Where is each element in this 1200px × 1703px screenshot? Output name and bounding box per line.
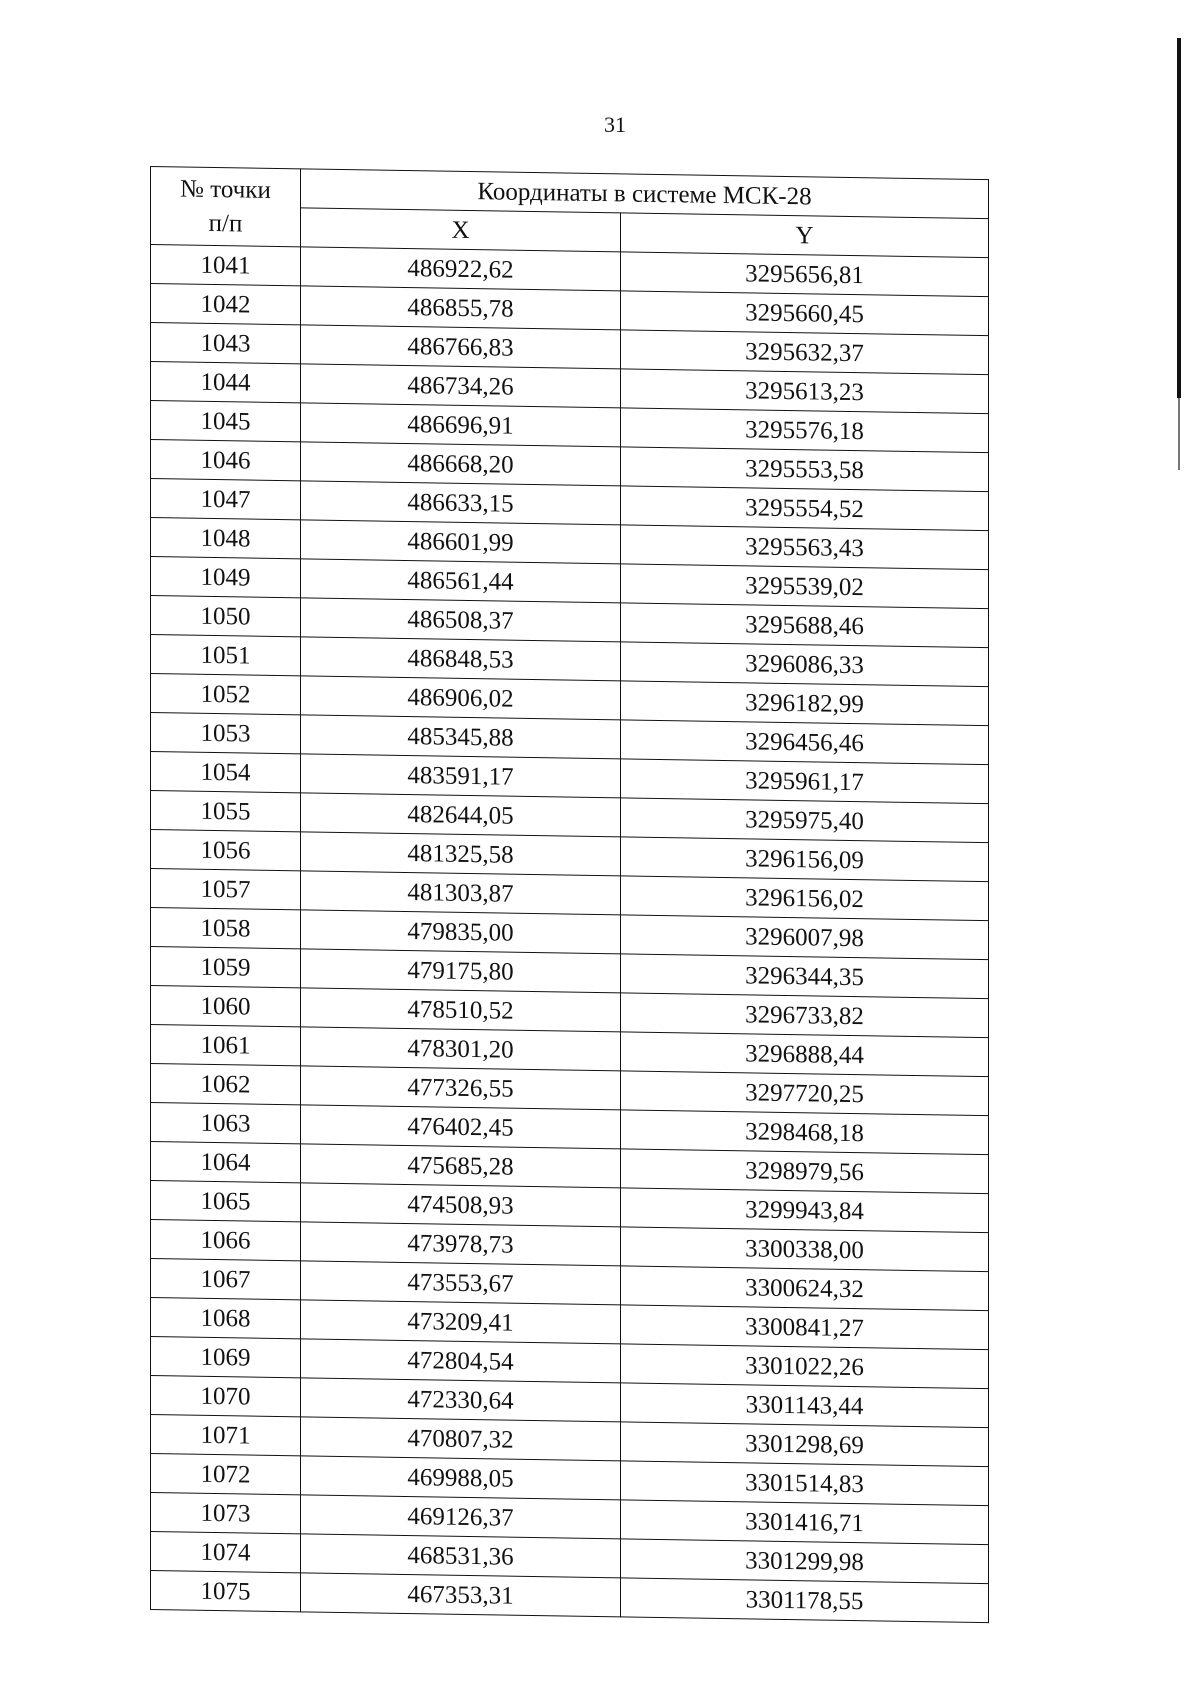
cell-y: 3300841,27 <box>621 1305 989 1350</box>
cell-x: 486855,78 <box>301 286 621 330</box>
cell-y: 3295632,37 <box>621 330 989 375</box>
header-point-number: № точки п/п <box>151 167 301 247</box>
scan-edge-mark-faint <box>1178 398 1180 470</box>
cell-x: 474508,93 <box>301 1183 621 1227</box>
cell-y: 3296733,82 <box>621 993 989 1038</box>
cell-x: 475685,28 <box>301 1144 621 1188</box>
table-header <box>151 167 989 258</box>
cell-x: 479835,00 <box>301 910 621 954</box>
cell-point-number: 1045 <box>151 401 301 442</box>
cell-x: 470807,32 <box>301 1417 621 1461</box>
table-body <box>151 245 989 1623</box>
cell-point-number: 1048 <box>151 518 301 559</box>
cell-point-number: 1075 <box>151 1571 301 1612</box>
cell-y: 3295539,02 <box>621 564 989 609</box>
scan-edge-mark <box>1177 38 1181 398</box>
cell-y: 3296888,44 <box>621 1032 989 1077</box>
cell-x: 486734,26 <box>301 364 621 408</box>
cell-y: 3298979,56 <box>621 1149 989 1194</box>
cell-x: 485345,88 <box>301 715 621 759</box>
cell-y: 3298468,18 <box>621 1110 989 1155</box>
cell-point-number: 1066 <box>151 1220 301 1261</box>
cell-x: 473553,67 <box>301 1261 621 1305</box>
cell-x: 469126,37 <box>301 1495 621 1539</box>
cell-y: 3295688,46 <box>621 603 989 648</box>
cell-point-number: 1047 <box>151 479 301 520</box>
cell-point-number: 1043 <box>151 323 301 364</box>
cell-point-number: 1065 <box>151 1181 301 1222</box>
cell-x: 486633,15 <box>301 481 621 525</box>
cell-y: 3299943,84 <box>621 1188 989 1233</box>
cell-x: 476402,45 <box>301 1105 621 1149</box>
cell-point-number: 1044 <box>151 362 301 403</box>
cell-x: 486508,37 <box>301 598 621 642</box>
cell-point-number: 1051 <box>151 635 301 676</box>
cell-x: 479175,80 <box>301 949 621 993</box>
cell-x: 477326,55 <box>301 1066 621 1110</box>
cell-y: 3295553,58 <box>621 447 989 492</box>
cell-x: 467353,31 <box>301 1573 621 1617</box>
cell-x: 483591,17 <box>301 754 621 798</box>
cell-point-number: 1070 <box>151 1376 301 1417</box>
cell-y: 3296456,46 <box>621 720 989 765</box>
header-y: Y <box>621 213 989 258</box>
cell-point-number: 1060 <box>151 986 301 1027</box>
cell-y: 3295563,43 <box>621 525 989 570</box>
cell-point-number: 1067 <box>151 1259 301 1300</box>
cell-x: 481303,87 <box>301 871 621 915</box>
cell-point-number: 1072 <box>151 1454 301 1495</box>
cell-y: 3301298,69 <box>621 1422 989 1467</box>
cell-y: 3295576,18 <box>621 408 989 453</box>
cell-y: 3301514,83 <box>621 1461 989 1506</box>
header-x: X <box>301 208 621 252</box>
cell-x: 486668,20 <box>301 442 621 486</box>
cell-point-number: 1042 <box>151 284 301 325</box>
cell-point-number: 1041 <box>151 245 301 286</box>
cell-y: 3295554,52 <box>621 486 989 531</box>
cell-x: 482644,05 <box>301 793 621 837</box>
cell-point-number: 1062 <box>151 1064 301 1105</box>
cell-y: 3295656,81 <box>621 252 989 297</box>
cell-y: 3296156,02 <box>621 876 989 921</box>
coordinates-table <box>150 166 989 1623</box>
cell-point-number: 1068 <box>151 1298 301 1339</box>
cell-point-number: 1074 <box>151 1532 301 1573</box>
cell-point-number: 1061 <box>151 1025 301 1066</box>
cell-x: 486601,99 <box>301 520 621 564</box>
cell-point-number: 1053 <box>151 713 301 754</box>
cell-y: 3301299,98 <box>621 1539 989 1584</box>
cell-x: 486766,83 <box>301 325 621 369</box>
cell-y: 3296007,98 <box>621 915 989 960</box>
cell-x: 486696,91 <box>301 403 621 447</box>
cell-y: 3300338,00 <box>621 1227 989 1272</box>
page-number: 31 <box>604 112 626 137</box>
cell-point-number: 1064 <box>151 1142 301 1183</box>
cell-y: 3301022,26 <box>621 1344 989 1389</box>
cell-point-number: 1049 <box>151 557 301 598</box>
cell-point-number: 1073 <box>151 1493 301 1534</box>
cell-x: 472330,64 <box>301 1378 621 1422</box>
cell-x: 473209,41 <box>301 1300 621 1344</box>
cell-point-number: 1046 <box>151 440 301 481</box>
cell-point-number: 1071 <box>151 1415 301 1456</box>
cell-y: 3295961,17 <box>621 759 989 804</box>
cell-point-number: 1063 <box>151 1103 301 1144</box>
cell-x: 486922,62 <box>301 247 621 291</box>
cell-y: 3296086,33 <box>621 642 989 687</box>
cell-y: 3297720,25 <box>621 1071 989 1116</box>
cell-y: 3296344,35 <box>621 954 989 999</box>
cell-point-number: 1057 <box>151 869 301 910</box>
cell-x: 486848,53 <box>301 637 621 681</box>
cell-x: 472804,54 <box>301 1339 621 1383</box>
cell-x: 481325,58 <box>301 832 621 876</box>
cell-y: 3300624,32 <box>621 1266 989 1311</box>
cell-point-number: 1054 <box>151 752 301 793</box>
cell-point-number: 1069 <box>151 1337 301 1378</box>
cell-x: 478510,52 <box>301 988 621 1032</box>
cell-y: 3296156,09 <box>621 837 989 882</box>
cell-x: 478301,20 <box>301 1027 621 1071</box>
cell-y: 3301143,44 <box>621 1383 989 1428</box>
cell-y: 3296182,99 <box>621 681 989 726</box>
cell-y: 3295613,23 <box>621 369 989 414</box>
header-coordinates-system: Координаты в системе МСК-28 <box>301 169 989 219</box>
cell-y: 3295975,40 <box>621 798 989 843</box>
cell-x: 473978,73 <box>301 1222 621 1266</box>
cell-point-number: 1056 <box>151 830 301 871</box>
cell-x: 468531,36 <box>301 1534 621 1578</box>
cell-x: 486906,02 <box>301 676 621 720</box>
cell-point-number: 1055 <box>151 791 301 832</box>
cell-x: 469988,05 <box>301 1456 621 1500</box>
cell-y: 3301178,55 <box>621 1578 989 1623</box>
cell-point-number: 1050 <box>151 596 301 637</box>
cell-x: 486561,44 <box>301 559 621 603</box>
cell-point-number: 1058 <box>151 908 301 949</box>
cell-y: 3301416,71 <box>621 1500 989 1545</box>
cell-point-number: 1059 <box>151 947 301 988</box>
cell-point-number: 1052 <box>151 674 301 715</box>
cell-y: 3295660,45 <box>621 291 989 336</box>
